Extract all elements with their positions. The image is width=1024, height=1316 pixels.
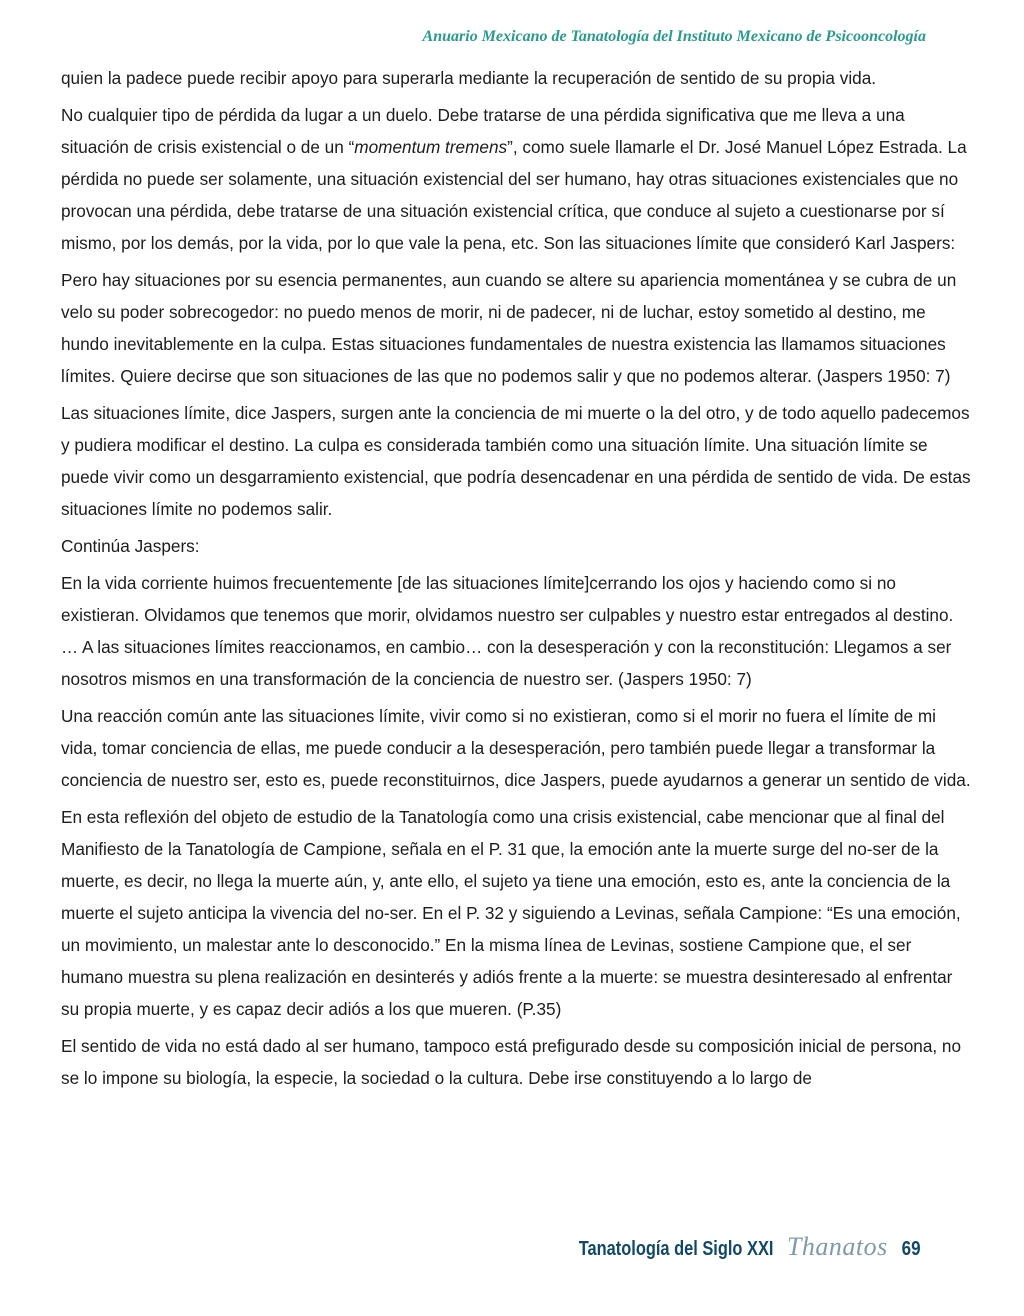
paragraph [61, 99, 971, 259]
paragraph-text: No cualquier tipo de pérdida da lugar a un duelo. Debe tratarse de una pérdida significativa que me lleva a una situación de crisis existencial o de un “ [61, 105, 905, 157]
thanatos-logo: Thanatos [786, 1232, 888, 1261]
footer-title: Tanatología del Siglo XXI [578, 1238, 773, 1260]
paragraph: Las situaciones límite, dice Jaspers, surgen ante la conciencia de mi muerte o la del otro, y de todo aquello padecemos y pudiera modificar el destino. La culpa es considerada también como una situación límite. Una situación límite se puede vivir como un desgarramiento existencial, que podría desencadenar en una pérdida de sentido de vida. De estas situaciones límite no podemos salir. [61, 403, 971, 519]
running-header: Anuario Mexicano de Tanatología del Instituto Mexicano de Psicooncología [422, 28, 926, 45]
paragraph: Continúa Jaspers: [61, 536, 200, 556]
paragraph: El sentido de vida no está dado al ser humano, tampoco está prefigurado desde su composición inicial de persona, no se lo impone su biología, la especie, la sociedad o la cultura. Debe irse constituyendo a lo largo de [61, 1036, 962, 1088]
paragraph-text: ”, como suele llamarle el Dr. José Manuel López Estrada. La pérdida no puede ser solamente, una situación existencial del ser humano, hay otras situaciones existenciales que no provocan una pérdida, debe tratarse de una situación existencial crítica, que conduce al sujeto a cuestionarse por sí mismo, por los demás, por la vida, por lo que vale la pena, etc. Son las situaciones límite que consideró Karl Jaspers: [61, 137, 967, 253]
paragraph: En esta reflexión del objeto de estudio de la Tanatología como una crisis existencial, cabe mencionar que al final del Manifiesto de la Tanatología de Campione, señala en el P. 31 que, la emoción ante la muerte surge del no-ser de la muerte, es decir, no llega la muerte aún, y, ante ello, el sujeto ya tiene una emoción, esto es, ante la conciencia de la muerte el sujeto anticipa la vivencia del no-ser. En el P. 32 y siguiendo a Levinas, señala Campione: “Es una emoción, un movimiento, un malestar ante lo desconocido.” En la misma línea de Levinas, sostiene Campione que, el ser humano muestra su plena realización en desinterés y adiós frente a la muerte: se muestra desinteresado al enfrentar su propia muerte, y es capaz decir adiós a los que mueren. (P.35) [61, 807, 961, 1019]
page-number: 69 [901, 1238, 921, 1260]
article-body [61, 62, 971, 1099]
paragraph: Una reacción común ante las situaciones límite, vivir como si no existieran, como si el morir no fuera el límite de mi vida, tomar conciencia de ellas, me puede conducir a la desesperación, pero también puede llegar a transformar la conciencia de nuestro ser, esto es, puede reconstituirnos, dice Jaspers, puede ayudarnos a generar un sentido de vida. [61, 706, 971, 790]
page-footer [536, 1232, 923, 1262]
block-quote: En la vida corriente huimos frecuentemente [de las situaciones límite]cerrando los ojos y haciendo como si no existieran. Olvidamos que tenemos que morir, olvidamos nuestro ser culpables y nuestro estar entregados al destino. … A las situaciones límites reaccionamos, en cambio… con la desesperación y con la reconstitución: Llegamos a ser nosotros mismos en una transformación de la conciencia de nuestro ser. (Jaspers 1950: 7) [61, 573, 954, 689]
emphasis-text: momentum tremens [354, 137, 508, 157]
paragraph: quien la padece puede recibir apoyo para superarla mediante la recuperación de sentido de su propia vida. [61, 68, 877, 88]
block-quote: Pero hay situaciones por su esencia permanentes, aun cuando se altere su apariencia momentánea y se cubra de un velo su poder sobrecogedor: no puedo menos de morir, ni de padecer, ni de luchar, estoy sometido al destino, me hundo inevitablemente en la culpa. Estas situaciones fundamentales de nuestra existencia las llamamos situaciones límites. Quiere decirse que son situaciones de las que no podemos salir y que no podemos alterar. (Jaspers 1950: 7) [61, 270, 957, 386]
